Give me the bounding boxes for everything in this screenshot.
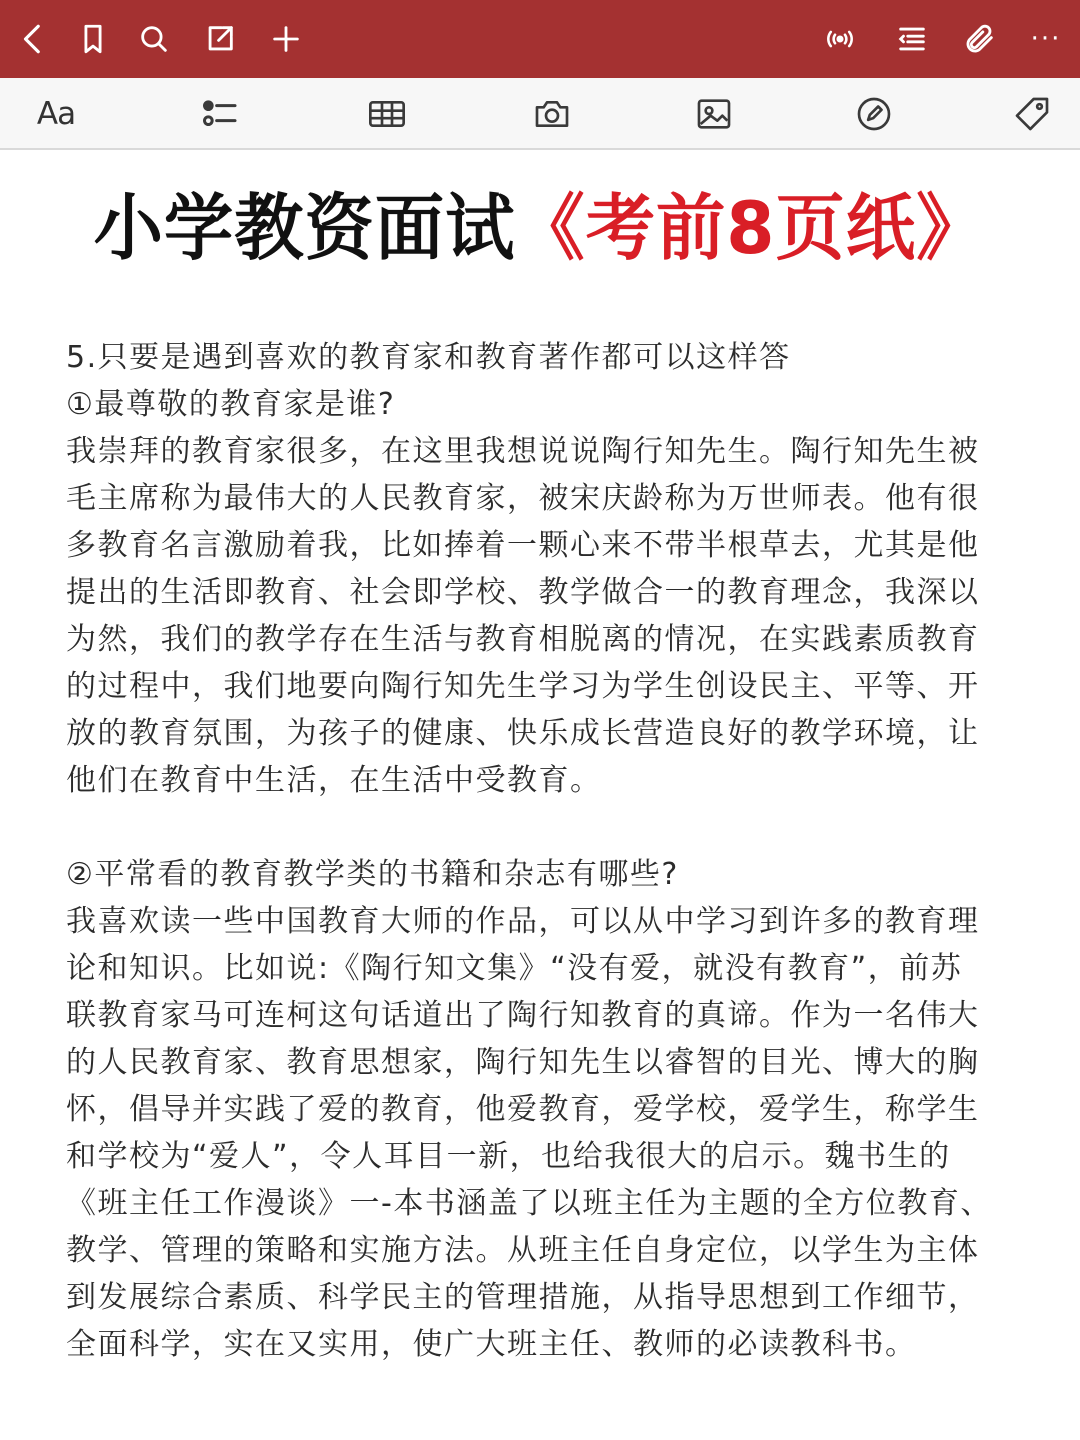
text-line: 的过程中，我们地要向陶行知先生学习为学生创设民主、平等、开 [66,669,980,704]
table-icon[interactable] [357,88,417,140]
share-icon[interactable] [192,11,248,67]
bookmark-icon[interactable] [65,11,121,67]
text-line: 我喜欢读一些中国教育大师的作品，可以从中学习到许多的教育理 [66,904,980,939]
attachment-icon[interactable] [952,11,1008,67]
text-line: 提出的生活即教育、社会即学校、教学做合一的教育理念，我深以 [66,575,980,610]
text-line: 怀，倡导并实践了爱的教育，他爱教育，爱学校，爱学生，称学生 [66,1092,980,1127]
text-line: 和学校为“爱人”，令人耳目一新，也给我很大的启示。魏书生的 [66,1139,951,1174]
paragraph-gap [66,804,1036,851]
note-body[interactable] [66,334,1036,1368]
text-line: 论和知识。比如说:《陶行知文集》“没有爱，就没有教育”，前苏 [66,951,963,986]
pen-icon[interactable] [844,88,904,140]
text-line: 为然，我们的教学存在生活与教育相脱离的情况，在实践素质教育 [66,622,980,657]
more-icon[interactable]: ··· [1030,24,1062,54]
text-line: 教学、管理的策略和实施方法。从班主任自身定位，以学生为主体 [66,1233,980,1268]
checklist-icon[interactable] [190,88,250,140]
search-icon[interactable] [126,11,182,67]
font-format-button[interactable] [26,88,86,140]
tag-icon[interactable] [1002,88,1062,140]
text-line: 他们在教育中生活，在生活中受教育。 [66,763,602,798]
title-red-part: 《考前8页纸》 [515,186,987,270]
text-line: 多教育名言激励着我，比如捧着一颗心来不带半根草去，尤其是他 [66,528,980,563]
text-line: 毛主席称为最伟大的人民教育家，被宋庆龄称为万世师表。他有很 [66,481,980,516]
text-line: ②平常看的教育教学类的书籍和杂志有哪些? [66,857,679,892]
text-line: 放的教育氛围，为孩子的健康、快乐成长营造良好的教学环境，让 [66,716,980,751]
format-toolbar [0,78,1080,150]
broadcast-icon[interactable] [812,11,868,67]
text-line: 全面科学，实在又实用，使广大班主任、教师的必读教科书。 [66,1327,917,1362]
menu-icon[interactable] [884,11,940,67]
text-line: 《班主任工作漫谈》一-本书涵盖了以班主任为主题的全方位教育、 [66,1186,992,1221]
text-line: 到发展综合素质、科学民主的管理措施，从指导思想到工作细节， [66,1280,980,1315]
plus-icon[interactable] [258,11,314,67]
text-line: 联教育家马可连柯这句话道出了陶行知教育的真谛。作为一名伟大 [66,998,980,1033]
text-line: 5.只要是遇到喜欢的教育家和教育著作都可以这样答 [66,340,791,375]
image-icon[interactable] [684,88,744,140]
text-line: 我崇拜的教育家很多，在这里我想说说陶行知先生。陶行知先生被 [66,434,980,469]
text-line: 的人民教育家、教育思想家，陶行知先生以睿智的目光、博大的胸 [66,1045,980,1080]
note-title [20,180,1060,276]
text-line: ①最尊敬的教育家是谁? [66,387,396,422]
back-icon[interactable] [6,11,62,67]
camera-icon[interactable] [522,88,582,140]
title-black-part: 小学教资面试 [93,186,516,270]
font-format-label: Aa [36,96,76,132]
top-app-bar [0,0,1080,78]
